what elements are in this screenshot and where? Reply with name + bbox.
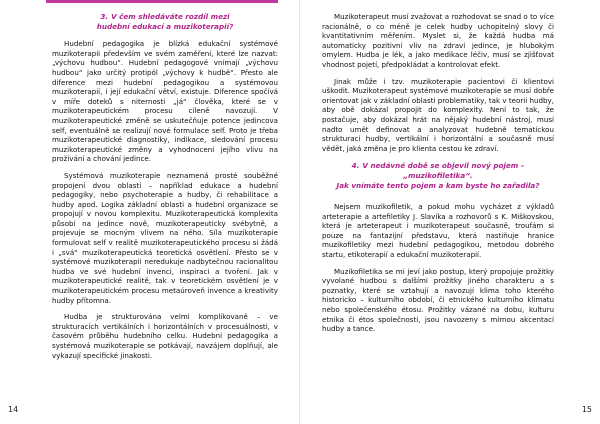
question-number: 4. (351, 161, 360, 171)
heading-line-1: V nedávné době se objevil nový pojem – „muzikofiletika“. (362, 161, 525, 180)
left-column (52, 12, 278, 367)
right-page (300, 0, 600, 424)
question-4-heading (332, 161, 544, 190)
question-3-heading (52, 12, 278, 31)
paragraph: Nejsem muzikofiletik, a pokud mohu vycházet z výkladů arteterapie a artefiletiky J. Slavíka a rozhovorů s K. Miškovskou, která je arteterapeut i muzikoterapeut současně, troufám si pouze na fantazijní představu, která nastiňuje hranice muzikofiletiky mezi hudební pedagogikou, metodou dobrého startu, etikoterapií a edukační muzikoterapií. (322, 202, 554, 260)
paragraph: Jinak může i tzv. muzikoterapie pacientovi či klientovi uškodit. Muzikoterapeut systémové muzikoterapie se musí dobře orientovat jak v základní oblasti problematiky, tak v teorii hudby, aby obě dokázal propojit do komplexity. Není to tak, že postačuje, aby dokázal hrát na nějaký hudební nástroj, musí nadto umět definovat a analyzovat hudebně tematickou strukturaci hudby, vertikální i horizontální a současně musí vědět, jaká změna je pro klienta cestou ke zdraví. (322, 76, 554, 153)
page-number: 15 (581, 405, 592, 414)
question-number: 3. (100, 12, 109, 21)
paragraph: Hudební pedagogika je blízká edukační systémové muzikoterapii především ve svém zaměření, které lze nazvat: „výchovu hudbou“. Hudební pedagogové vnímají „výchovu hudbou“ jako určitý protipól „výchovy k hudbě“. Přesto ale diference mezi hudební pedagogikou a systémovou muzikoterapií, i její edukační větví, existuje. Diference spočívá v míře doteků s niternosti „já“ člověka, které se v muzikoterapeutickém procesu cíleně navozují. V muzikoterapeutické změně se uskutečňuje potence jedincova self, eventuálně se realizují nové formulace self. Proto je třeba muzikoterapeutické diagnostiky, indikace, sledování procesu muzikoterapeutické změny a vyhodnocení jejího vlivu na prožívání a chování jedince. (52, 39, 278, 164)
paragraph: Systémová muzikoterapie neznamená prosté souběžné propojení dvou oblastí – například edukace a hudební pedagogiky, nebo psychoterapie a hudby, či rehabilitace a hudby apod. Logika základní oblasti a hudební organizace se propojují v novou komplexitu. Muzikoterapeutická komplexita působí na jedince nově, muzikoterapeuticky svébytně, a projevuje se mocným vlivem na něho. Síla muzikoterapie formulovat self v realitě muzikoterapeutického procesu si žádá i „svá“ muzikoterapeutická teoretická osvětlení. Přesto se v systémové muzikoterapii neredukuje nadbytečnou racionalitou hudba ve své hudební invenci, inspiraci a tvoření. Jak v muzikoterapeutické realitě, tak v teoretickém osvětlení je v muzikoterapeutickém procesu metaúroveň invence a kreativity hudby přítomna. (52, 170, 278, 305)
page-number: 14 (8, 405, 19, 414)
paragraph: Hudba je strukturována velmi komplikovaně – ve strukturacích vertikálních i horizontálních v procesuálnosti, v časovém průběhu hudebního celku. Hudební pedagogika a systémová muzikoterapie se potkávají, navzájem doplňují, ale vykazují specifické jinakosti. (52, 312, 278, 360)
heading-line-2: Jak vnímáte tento pojem a kam byste ho zařadila? (336, 180, 540, 190)
heading-line-1: V čem shledáváte rozdíl mezi (111, 12, 230, 21)
paragraph: Muzikoterapeut musí zvažovat a rozhodovat se snad o to více racionálně, o co méně je celek hudby uchopitelný slovy či kvantitativním měřením. Myslet si, že každá hudba má automaticky pozitivní vliv na zdraví jedince, je hlubokým omylem. Hudba je lék, a jako medikace léčiv, musí se zjišťovat vhodnost pojetí, předpokládat a kontrolovat efekt. (322, 12, 554, 69)
top-rule (46, 0, 278, 3)
paragraph: Muzikofiletika se mi jeví jako postup, který propojuje prožitky vyvolané hudbou s dalšími prožitky jiného charakteru a s poznatky, které se vztahují a navozují klima toho kterého historicko – kulturního období, či etnického kulturního klimatu nebo společenského étosu. Prožitky vázané na dobu, kulturu etnika či étos společnosti, jsou navozeny s mírnou akcentací hudby a tance. (322, 266, 554, 334)
right-column (322, 12, 554, 341)
heading-line-2: hudební edukací a muzikoterapií? (96, 21, 234, 31)
